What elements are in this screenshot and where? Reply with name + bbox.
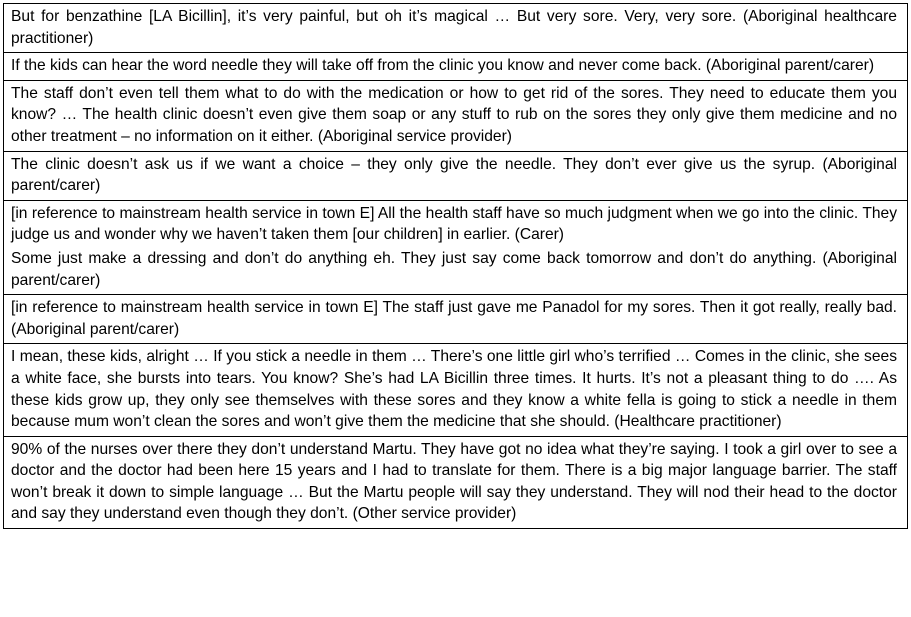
quote-text: The staff don’t even tell them what to do with the medication or how to get rid of the sores. They need to educate them you know? … The health clinic doesn’t even give them soap or any stuff to rub on the sores they only give them medicine and no other treatment – no information on it either. (Aboriginal service provider) (11, 84, 897, 145)
quote-text: If the kids can hear the word needle they will take off from the clinic you know and never come back. (Aboriginal parent/carer) (11, 57, 875, 75)
quote-cell (4, 53, 908, 81)
quote-row (4, 344, 908, 436)
quote-text: Some just make a dressing and don’t do anything eh. They just say come back tomorrow and don’t do anything. (Aboriginal parent/carer) (11, 249, 897, 289)
quote-row (4, 151, 908, 200)
quote-cell (4, 295, 908, 344)
quote-text: [in reference to mainstream health service in town E] All the health staff have so much judgment when we go into the clinic. They judge us and wonder why we haven’t taken them [our children] in earlier. (Carer) (11, 204, 897, 244)
quote-cell (4, 4, 908, 53)
quote-text: [in reference to mainstream health service in town E] The staff just gave me Panadol for my sores. Then it got really, really bad. (Aboriginal parent/carer) (11, 299, 897, 338)
quote-text: The clinic doesn’t ask us if we want a choice – they only give the needle. They don’t ever give us the syrup. (Aboriginal parent/carer) (11, 155, 897, 195)
quotes-table (3, 3, 908, 529)
quote-cell (4, 344, 908, 436)
quote-text: I mean, these kids, alright … If you stick a needle in them … There’s one little girl who’s terrified … Comes in the clinic, she sees a white face, she bursts into tears. You know? She’s had LA Bicillin three times. It hurts. It’s not a pleasant thing to do …. As these kids grow up, they only see themselves with these sores and they know a white fella is going to stick a needle in them because mum won’t clean the sores and won’t give them the medicine that she should. (Healthcare practitioner) (11, 348, 897, 431)
quote-row (4, 4, 908, 53)
quote-row (4, 53, 908, 81)
quote-row (4, 80, 908, 151)
quote-cell (4, 80, 908, 151)
quote-row (4, 436, 908, 528)
quote-cell (4, 151, 908, 200)
quote-row (4, 295, 908, 344)
quote-cell (4, 200, 908, 294)
quote-text: But for benzathine [LA Bicillin], it’s very painful, but oh it’s magical … But very sore. Very, very sore. (Aboriginal healthcare practitioner) (11, 8, 897, 47)
quote-text: 90% of the nurses over there they don’t understand Martu. They have got no idea what they’re saying. I took a girl over to see a doctor and the doctor had been here 15 years and I had to translate for them. There is a big major language barrier. The staff won’t break it down to simple language … But the Martu people will say they understand. They will nod their head to the doctor and say they understand even though they don’t. (Other service provider) (11, 440, 897, 523)
quote-row (4, 200, 908, 294)
quote-cell (4, 436, 908, 528)
